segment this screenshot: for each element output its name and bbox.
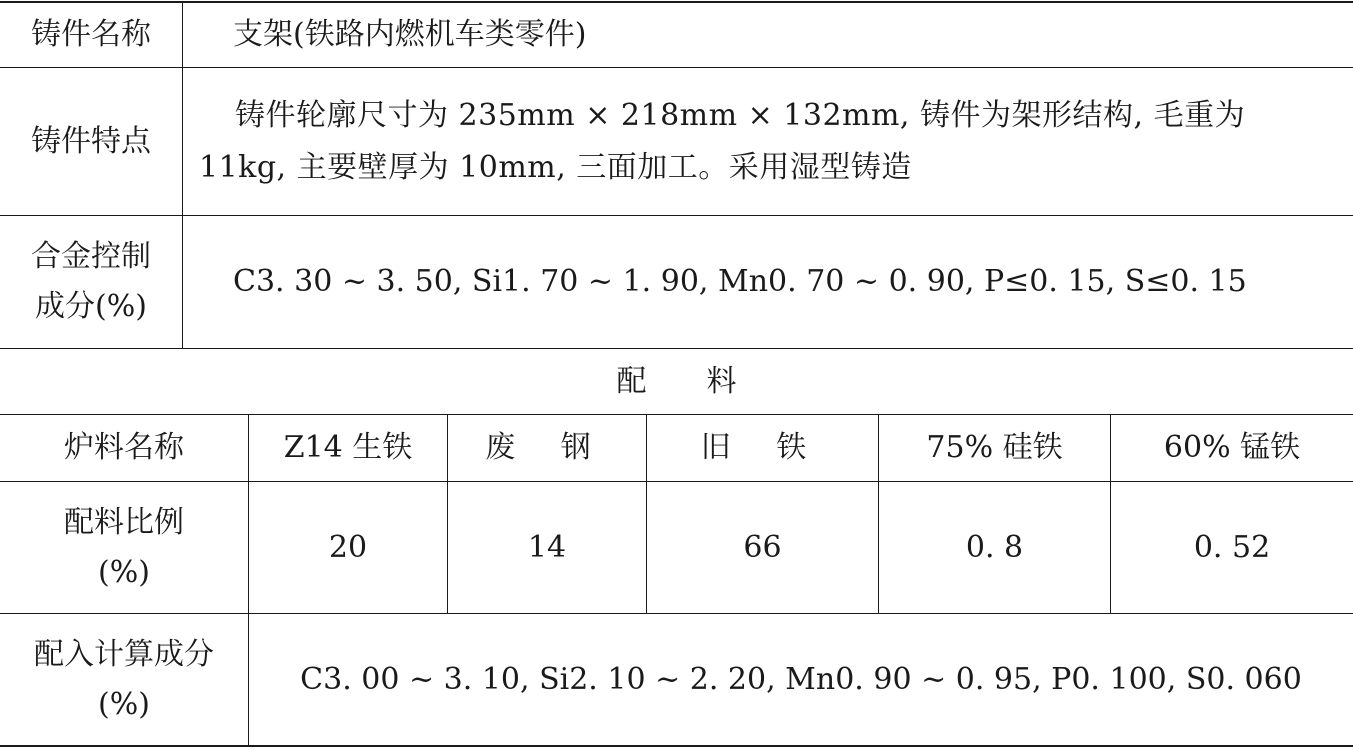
ratio-value [879, 482, 1110, 613]
casting-name-value-text: 支架(铁路内燃机车类零件) [233, 16, 587, 52]
rule-bottom [0, 745, 1353, 747]
alloy-value-text: C3. 30 ~ 3. 50, Si1. 70 ~ 1. 90, Mn0. 70 ~ 0. 90, P≤0. 15, S≤0. 15 [233, 264, 1247, 299]
alloy-label-line1: 合金控制 [31, 239, 151, 274]
calc-label-line1: 配入计算成分 [34, 636, 214, 672]
casting-feature-label [0, 68, 182, 215]
material-header [647, 415, 878, 481]
casting-feature-text: 铸件轮廓尺寸为 235mm × 218mm × 132mm, 铸件为架形结构, 毛重为 11kg, 主要壁厚为 10mm, 三面加工。采用湿型铸造 [199, 97, 1246, 185]
calc-value [249, 614, 1353, 745]
calc-value-text: C3. 00 ~ 3. 10, Si2. 10 ~ 2. 20, Mn0. 90 ~ 0. 95, P0. 100, S0. 060 [300, 661, 1302, 697]
ratio-value [448, 482, 646, 613]
material-name: 60% 锰铁 [1163, 430, 1301, 465]
alloy-value [183, 216, 1353, 348]
casting-feature-label-text: 铸件特点 [31, 123, 151, 159]
ratio-value [1111, 482, 1353, 613]
ratio-value-text: 20 [328, 529, 368, 565]
ratio-value [647, 482, 878, 613]
ratio-value [249, 482, 447, 613]
batching-section-title [0, 349, 1353, 414]
ratio-value-text: 0. 8 [965, 529, 1024, 565]
material-header [879, 415, 1110, 481]
ratio-label-line2: (%) [98, 554, 150, 590]
casting-name-value [183, 2, 1353, 67]
batching-section-title-text: 配料 [616, 363, 797, 399]
calc-label-line2: (%) [98, 686, 150, 722]
material-header [1111, 415, 1353, 481]
material-header-label-text: 炉料名称 [64, 430, 184, 465]
alloy-label [0, 216, 182, 348]
ratio-label [0, 482, 248, 613]
calc-label [0, 614, 248, 745]
casting-feature-value [183, 68, 1353, 215]
material-name: 废 钢 [485, 430, 609, 465]
material-header [249, 415, 447, 481]
casting-name-label-text: 铸件名称 [31, 16, 151, 52]
casting-name-label [0, 2, 182, 67]
material-name: 75% 硅铁 [926, 430, 1063, 465]
material-name: 旧 铁 [700, 430, 825, 465]
ratio-value-text: 14 [527, 529, 567, 565]
alloy-label-line2: 成分(%) [35, 289, 147, 324]
material-header [448, 415, 646, 481]
ratio-value-text: 66 [743, 529, 782, 565]
ratio-label-line1: 配料比例 [64, 504, 184, 540]
material-header-label [0, 415, 248, 481]
material-name: Z14 生铁 [283, 430, 413, 465]
ratio-value-text: 0. 52 [1193, 529, 1271, 565]
